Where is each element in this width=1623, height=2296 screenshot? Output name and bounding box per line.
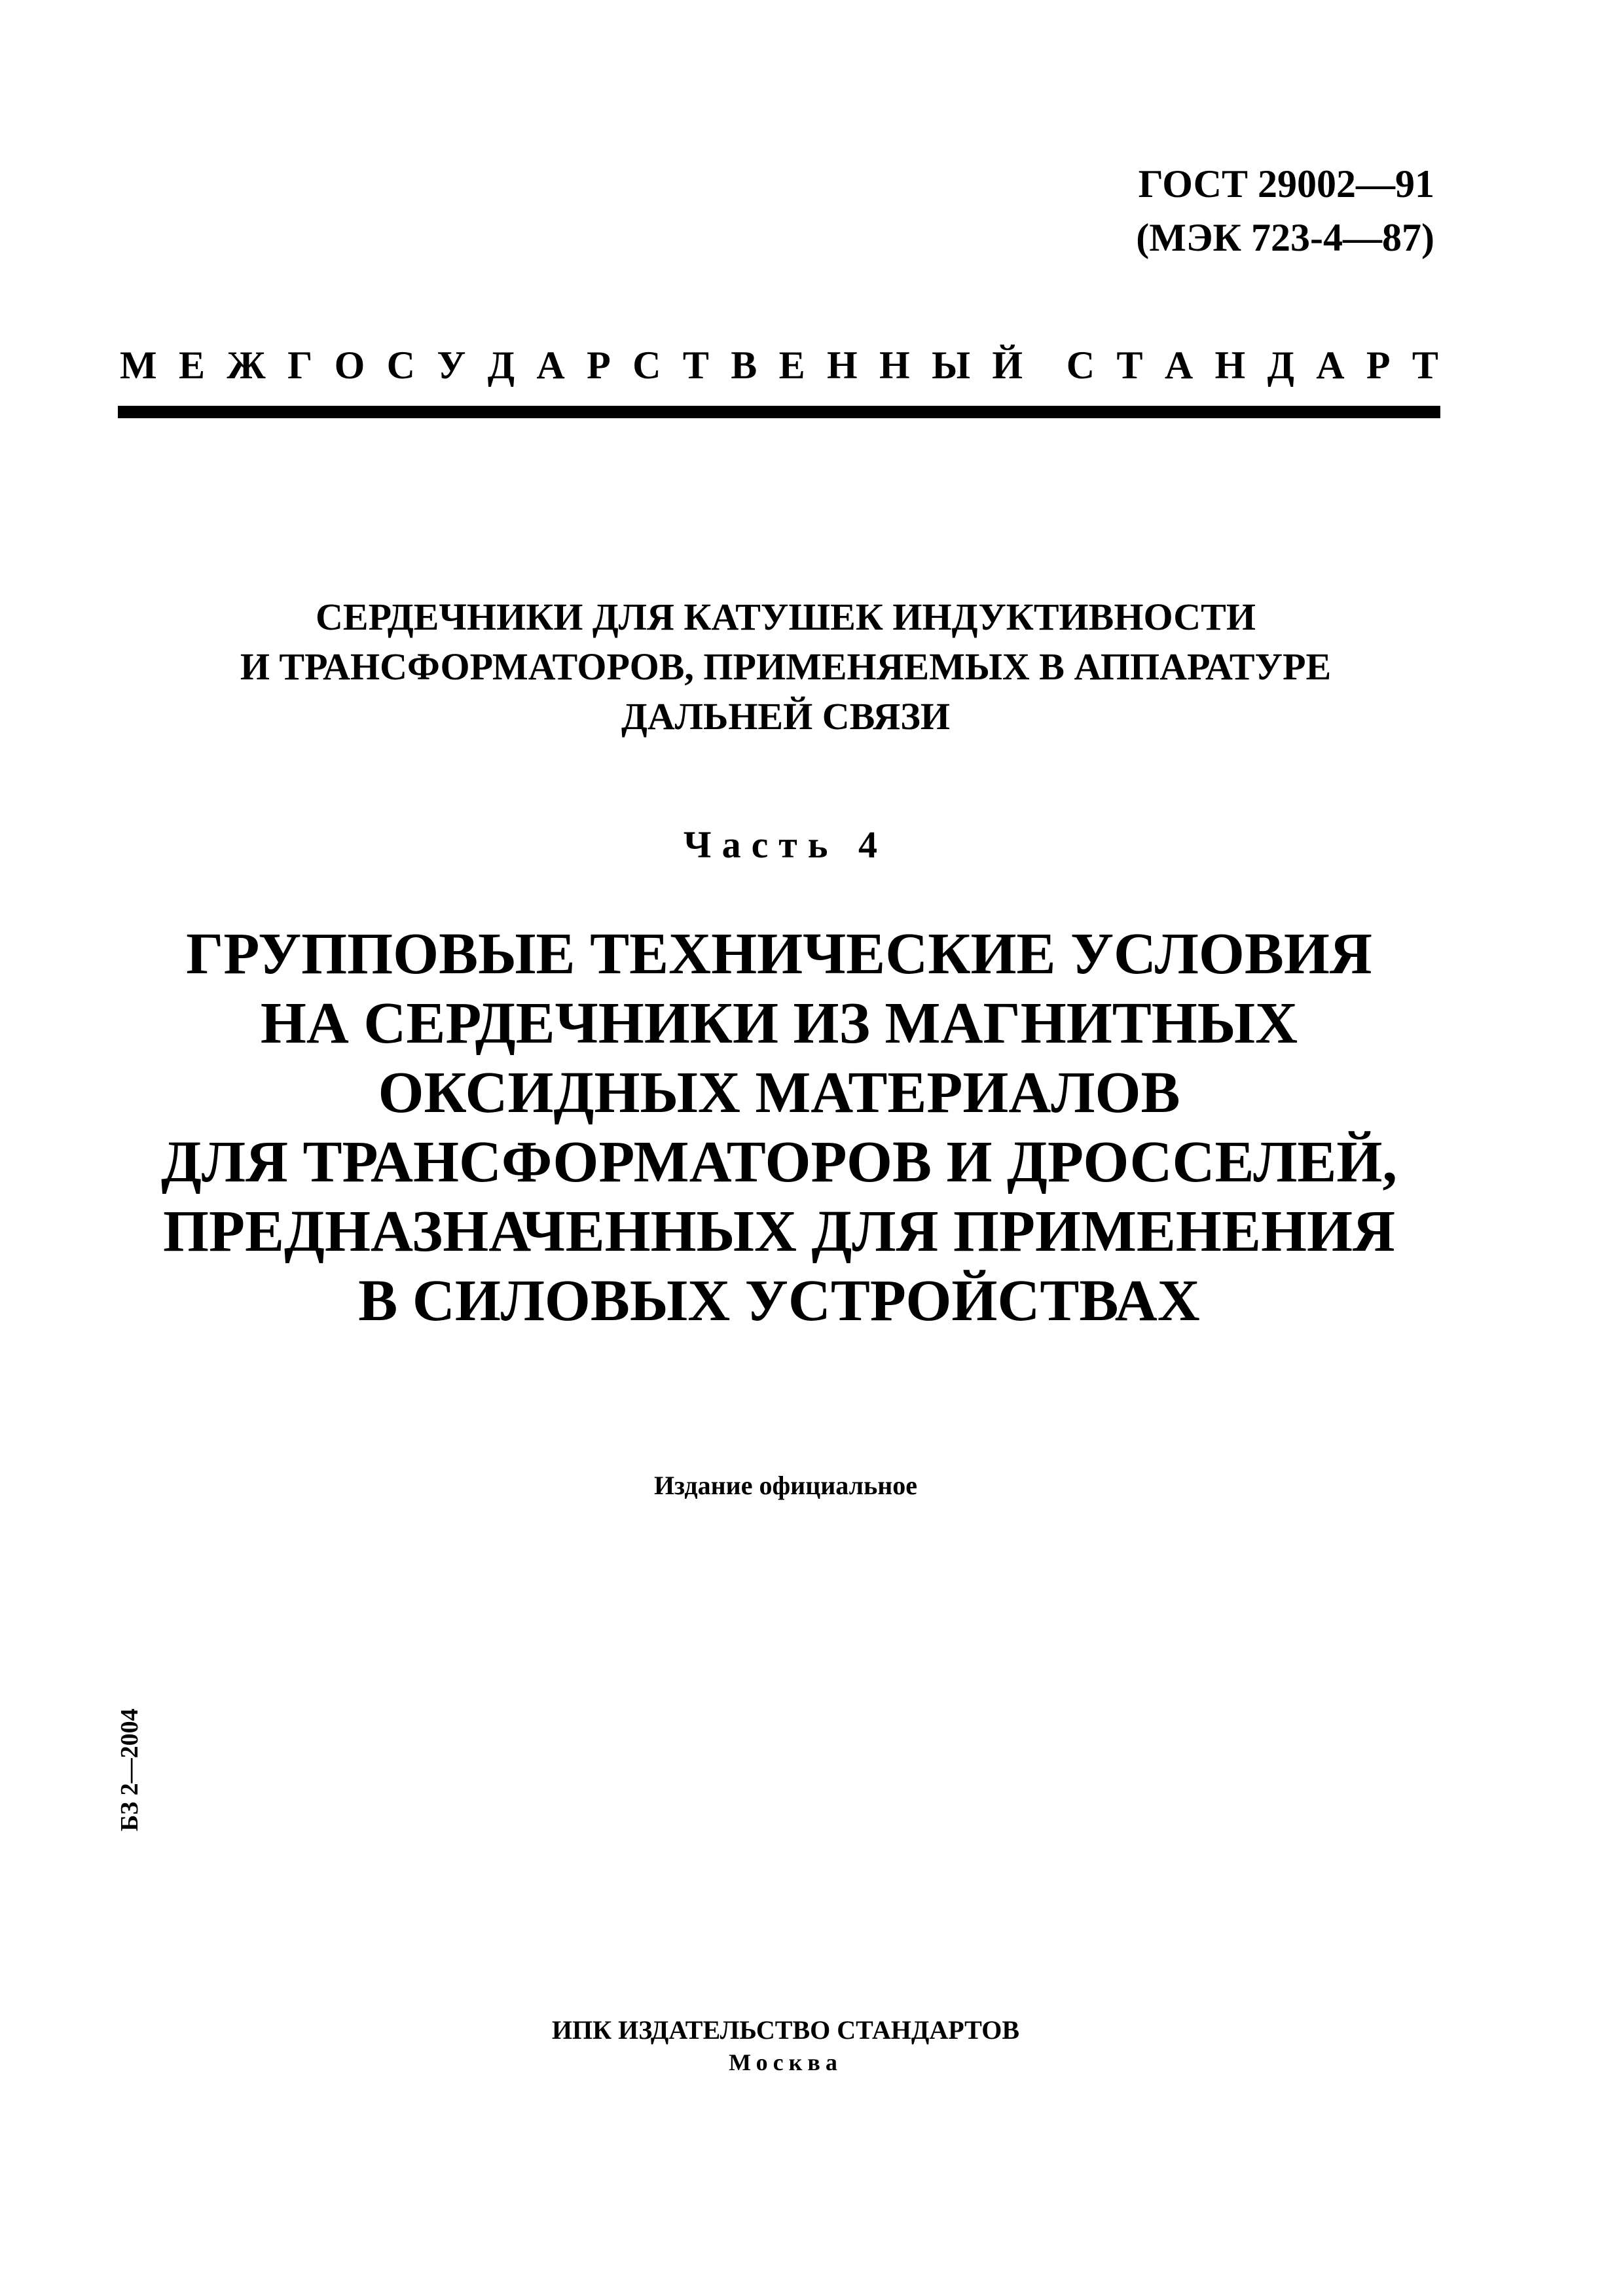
- main-title-line: ДЛЯ ТРАНСФОРМАТОРОВ И ДРОССЕЛЕЙ,: [161, 1130, 1397, 1194]
- heading-letter: Т: [1412, 344, 1438, 387]
- heading-letter: Т: [682, 344, 709, 387]
- main-title-line: НА СЕРДЕЧНИКИ ИЗ МАГНИТНЫХ: [260, 991, 1298, 1056]
- publisher-city: Москва: [729, 2049, 843, 2075]
- main-title-line: ОКСИДНЫХ МАТЕРИАЛОВ: [378, 1060, 1180, 1125]
- heading-letter: У: [437, 344, 466, 387]
- part-number: Часть 4: [684, 823, 888, 866]
- heading-letter: Р: [1366, 344, 1391, 387]
- series-title: [131, 592, 1440, 742]
- heading-letter: Н: [1214, 344, 1246, 387]
- heading-letter: Д: [487, 344, 515, 387]
- heading-letter: А: [1316, 344, 1345, 387]
- heading-letter: Ы: [932, 344, 970, 387]
- heading-letter: Т: [1116, 344, 1143, 387]
- heading-letter: А: [536, 344, 565, 387]
- heading-letter: С: [386, 344, 415, 387]
- catalog-code-vertical: БЗ 2—2004: [116, 1708, 143, 1831]
- main-title: [118, 920, 1440, 1336]
- standard-designation: [1136, 157, 1434, 264]
- heading-letter: А: [1164, 344, 1194, 387]
- gost-number: ГОСТ 29002—91: [1138, 162, 1434, 206]
- main-title-line: В СИЛОВЫХ УСТРОЙСТВАХ: [358, 1268, 1200, 1333]
- publisher-name: ИПК ИЗДАТЕЛЬСТВО СТАНДАРТОВ: [551, 2015, 1020, 2045]
- heading-letter: В: [731, 344, 757, 387]
- heading-letter: Г: [287, 344, 313, 387]
- series-title-line: ДАЛЬНЕЙ СВЯЗИ: [621, 695, 951, 738]
- heading-letter: М: [120, 344, 157, 387]
- heading-letter: Е: [778, 344, 805, 387]
- main-title-line: ПРЕДНАЗНАЧЕННЫХ ДЛЯ ПРИМЕНЕНИЯ: [163, 1199, 1395, 1264]
- heading-letter: Н: [879, 344, 910, 387]
- heading-letter: Р: [587, 344, 611, 387]
- official-edition-label: Издание официальное: [653, 1471, 918, 1500]
- series-title-line: СЕРДЕЧНИКИ ДЛЯ КАТУШЕК ИНДУКТИВНОСТИ: [316, 596, 1256, 638]
- series-title-line: И ТРАНСФОРМАТОРОВ, ПРИМЕНЯЕМЫХ В АППАРАТУРЕ: [240, 645, 1332, 688]
- main-title-line: ГРУППОВЫЕ ТЕХНИЧЕСКИЕ УСЛОВИЯ: [186, 922, 1372, 986]
- heading-letter: Е: [179, 344, 206, 387]
- heading-letter: О: [334, 344, 365, 387]
- iec-number: (МЭК 723-4—87): [1136, 216, 1434, 259]
- heading-letter: С: [1066, 344, 1095, 387]
- interstate-standard-heading: [120, 339, 1438, 391]
- heading-rule: [118, 406, 1440, 418]
- heading-letter: Д: [1267, 344, 1294, 387]
- heading-letter: Й: [992, 344, 1023, 387]
- heading-letter: Н: [827, 344, 858, 387]
- heading-letter: Ж: [227, 344, 266, 387]
- heading-letter: С: [632, 344, 661, 387]
